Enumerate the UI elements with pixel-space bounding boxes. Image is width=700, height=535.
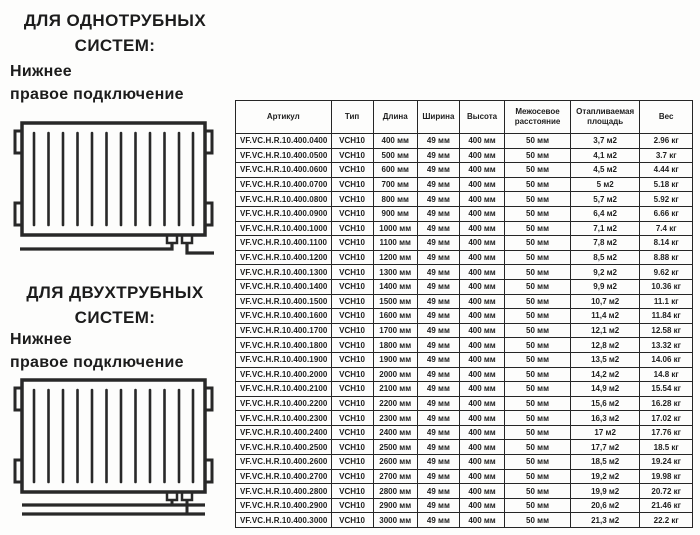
cell-type: VCH10 [331, 513, 373, 528]
cell-heated-area: 4,5 м2 [570, 163, 639, 178]
cell-article: VF.VC.H.R.10.400.0800 [236, 192, 332, 207]
cell-heated-area: 20,6 м2 [570, 498, 639, 513]
cell-heated-area: 4,1 м2 [570, 148, 639, 163]
table-row [236, 396, 693, 411]
column-header: Длина [373, 101, 417, 134]
cell-article: VF.VC.H.R.10.400.1400 [236, 279, 332, 294]
cell-axle-spacing: 50 мм [505, 192, 571, 207]
cell-axle-spacing: 50 мм [505, 484, 571, 499]
column-header: Тип [331, 101, 373, 134]
cell-weight: 2.96 кг [640, 134, 693, 149]
cell-article: VF.VC.H.R.10.400.2100 [236, 382, 332, 397]
spec-table [235, 100, 693, 528]
cell-heated-area: 17 м2 [570, 425, 639, 440]
cell-width: 49 мм [417, 148, 459, 163]
cell-weight: 12.58 кг [640, 323, 693, 338]
cell-weight: 22.2 кг [640, 513, 693, 528]
left-panel [0, 0, 232, 535]
cell-type: VCH10 [331, 192, 373, 207]
cell-axle-spacing: 50 мм [505, 411, 571, 426]
cell-height: 400 мм [459, 265, 504, 280]
cell-article: VF.VC.H.R.10.400.3000 [236, 513, 332, 528]
cell-article: VF.VC.H.R.10.400.0700 [236, 177, 332, 192]
cell-width: 49 мм [417, 440, 459, 455]
cell-weight: 15.54 кг [640, 382, 693, 397]
cell-height: 400 мм [459, 338, 504, 353]
cell-width: 49 мм [417, 134, 459, 149]
cell-type: VCH10 [331, 455, 373, 470]
table-row [236, 455, 693, 470]
table-row [236, 192, 693, 207]
cell-weight: 14.8 кг [640, 367, 693, 382]
cell-axle-spacing: 50 мм [505, 367, 571, 382]
cell-axle-spacing: 50 мм [505, 513, 571, 528]
cell-width: 49 мм [417, 411, 459, 426]
cell-heated-area: 17,7 м2 [570, 440, 639, 455]
cell-type: VCH10 [331, 148, 373, 163]
cell-type: VCH10 [331, 411, 373, 426]
table-row [236, 250, 693, 265]
cell-height: 400 мм [459, 309, 504, 324]
table-row [236, 265, 693, 280]
cell-weight: 14.06 кг [640, 352, 693, 367]
single-pipe-section-title: ДЛЯ ОДНОТРУБНЫХ СИСТЕМ: [23, 11, 207, 55]
cell-height: 400 мм [459, 221, 504, 236]
cell-article: VF.VC.H.R.10.400.2700 [236, 469, 332, 484]
column-header: Вес [640, 101, 693, 134]
cell-length: 1200 мм [373, 250, 417, 265]
cell-type: VCH10 [331, 177, 373, 192]
cell-height: 400 мм [459, 250, 504, 265]
cell-length: 2000 мм [373, 367, 417, 382]
cell-type: VCH10 [331, 250, 373, 265]
column-header: Межосевое расстояние [505, 101, 571, 134]
cell-article: VF.VC.H.R.10.400.2200 [236, 396, 332, 411]
cell-article: VF.VC.H.R.10.400.2600 [236, 455, 332, 470]
cell-weight: 8.88 кг [640, 250, 693, 265]
cell-type: VCH10 [331, 469, 373, 484]
cell-type: VCH10 [331, 206, 373, 221]
cell-width: 49 мм [417, 294, 459, 309]
cell-axle-spacing: 50 мм [505, 382, 571, 397]
cell-heated-area: 9,2 м2 [570, 265, 639, 280]
table-row [236, 236, 693, 251]
cell-height: 400 мм [459, 279, 504, 294]
cell-length: 2800 мм [373, 484, 417, 499]
cell-type: VCH10 [331, 338, 373, 353]
cell-length: 3000 мм [373, 513, 417, 528]
cell-heated-area: 7,1 м2 [570, 221, 639, 236]
table-row [236, 440, 693, 455]
cell-length: 900 мм [373, 206, 417, 221]
cell-length: 600 мм [373, 163, 417, 178]
cell-width: 49 мм [417, 192, 459, 207]
cell-height: 400 мм [459, 396, 504, 411]
cell-heated-area: 21,3 м2 [570, 513, 639, 528]
cell-weight: 4.44 кг [640, 163, 693, 178]
cell-width: 49 мм [417, 177, 459, 192]
cell-type: VCH10 [331, 236, 373, 251]
cell-heated-area: 3,7 м2 [570, 134, 639, 149]
cell-weight: 16.28 кг [640, 396, 693, 411]
cell-height: 400 мм [459, 148, 504, 163]
cell-axle-spacing: 50 мм [505, 498, 571, 513]
cell-axle-spacing: 50 мм [505, 177, 571, 192]
cell-weight: 13.32 кг [640, 338, 693, 353]
table-row [236, 513, 693, 528]
cell-axle-spacing: 50 мм [505, 148, 571, 163]
cell-heated-area: 12,8 м2 [570, 338, 639, 353]
cell-article: VF.VC.H.R.10.400.2000 [236, 367, 332, 382]
cell-type: VCH10 [331, 163, 373, 178]
cell-article: VF.VC.H.R.10.400.2300 [236, 411, 332, 426]
spec-table-container [235, 100, 693, 528]
cell-height: 400 мм [459, 513, 504, 528]
cell-weight: 17.02 кг [640, 411, 693, 426]
cell-weight: 5.92 кг [640, 192, 693, 207]
cell-length: 800 мм [373, 192, 417, 207]
cell-axle-spacing: 50 мм [505, 206, 571, 221]
cell-weight: 19.24 кг [640, 455, 693, 470]
table-row [236, 498, 693, 513]
cell-height: 400 мм [459, 455, 504, 470]
cell-width: 49 мм [417, 396, 459, 411]
cell-length: 2900 мм [373, 498, 417, 513]
cell-heated-area: 11,4 м2 [570, 309, 639, 324]
cell-length: 2500 мм [373, 440, 417, 455]
cell-height: 400 мм [459, 352, 504, 367]
cell-heated-area: 14,2 м2 [570, 367, 639, 382]
cell-type: VCH10 [331, 309, 373, 324]
cell-article: VF.VC.H.R.10.400.0900 [236, 206, 332, 221]
cell-axle-spacing: 50 мм [505, 265, 571, 280]
cell-weight: 8.14 кг [640, 236, 693, 251]
cell-type: VCH10 [331, 323, 373, 338]
table-row [236, 134, 693, 149]
cell-height: 400 мм [459, 294, 504, 309]
radiator-two-pipe-diagram-icon [0, 372, 230, 532]
connection-label-line2: правое подключение [10, 354, 184, 371]
spec-table-body [236, 134, 693, 528]
cell-axle-spacing: 50 мм [505, 338, 571, 353]
cell-article: VF.VC.H.R.10.400.2400 [236, 425, 332, 440]
table-row [236, 484, 693, 499]
cell-height: 400 мм [459, 382, 504, 397]
cell-type: VCH10 [331, 367, 373, 382]
cell-height: 400 мм [459, 440, 504, 455]
cell-article: VF.VC.H.R.10.400.1100 [236, 236, 332, 251]
cell-width: 49 мм [417, 323, 459, 338]
cell-height: 400 мм [459, 236, 504, 251]
cell-length: 2200 мм [373, 396, 417, 411]
cell-type: VCH10 [331, 425, 373, 440]
cell-axle-spacing: 50 мм [505, 425, 571, 440]
cell-heated-area: 6,4 м2 [570, 206, 639, 221]
cell-width: 49 мм [417, 279, 459, 294]
single-pipe-connection-label [10, 60, 225, 106]
cell-axle-spacing: 50 мм [505, 352, 571, 367]
cell-length: 1700 мм [373, 323, 417, 338]
cell-width: 49 мм [417, 484, 459, 499]
table-row [236, 352, 693, 367]
cell-width: 49 мм [417, 206, 459, 221]
cell-article: VF.VC.H.R.10.400.0400 [236, 134, 332, 149]
table-row [236, 206, 693, 221]
cell-heated-area: 16,3 м2 [570, 411, 639, 426]
cell-length: 2400 мм [373, 425, 417, 440]
cell-article: VF.VC.H.R.10.400.2800 [236, 484, 332, 499]
cell-article: VF.VC.H.R.10.400.1000 [236, 221, 332, 236]
cell-height: 400 мм [459, 163, 504, 178]
connection-label-line1: Нижнее [10, 331, 72, 348]
cell-axle-spacing: 50 мм [505, 221, 571, 236]
cell-width: 49 мм [417, 513, 459, 528]
cell-axle-spacing: 50 мм [505, 323, 571, 338]
cell-length: 2300 мм [373, 411, 417, 426]
cell-length: 500 мм [373, 148, 417, 163]
cell-article: VF.VC.H.R.10.400.1700 [236, 323, 332, 338]
cell-type: VCH10 [331, 221, 373, 236]
cell-article: VF.VC.H.R.10.400.1200 [236, 250, 332, 265]
two-pipe-connection-label [10, 328, 225, 374]
cell-length: 1400 мм [373, 279, 417, 294]
table-row [236, 338, 693, 353]
cell-weight: 20.72 кг [640, 484, 693, 499]
cell-width: 49 мм [417, 250, 459, 265]
cell-heated-area: 18,5 м2 [570, 455, 639, 470]
cell-axle-spacing: 50 мм [505, 250, 571, 265]
cell-axle-spacing: 50 мм [505, 396, 571, 411]
cell-type: VCH10 [331, 396, 373, 411]
cell-height: 400 мм [459, 498, 504, 513]
cell-heated-area: 15,6 м2 [570, 396, 639, 411]
cell-length: 400 мм [373, 134, 417, 149]
radiator-single-pipe-diagram-icon [0, 110, 230, 260]
cell-height: 400 мм [459, 484, 504, 499]
cell-type: VCH10 [331, 382, 373, 397]
cell-heated-area: 7,8 м2 [570, 236, 639, 251]
cell-type: VCH10 [331, 294, 373, 309]
cell-length: 2100 мм [373, 382, 417, 397]
cell-axle-spacing: 50 мм [505, 163, 571, 178]
table-row [236, 177, 693, 192]
cell-axle-spacing: 50 мм [505, 455, 571, 470]
cell-axle-spacing: 50 мм [505, 309, 571, 324]
cell-length: 1000 мм [373, 221, 417, 236]
cell-axle-spacing: 50 мм [505, 236, 571, 251]
cell-heated-area: 13,5 м2 [570, 352, 639, 367]
column-header: Высота [459, 101, 504, 134]
two-pipe-section-title: ДЛЯ ДВУХТРУБНЫХ СИСТЕМ: [26, 283, 204, 327]
cell-heated-area: 8,5 м2 [570, 250, 639, 265]
cell-width: 49 мм [417, 469, 459, 484]
cell-height: 400 мм [459, 411, 504, 426]
table-row [236, 411, 693, 426]
cell-length: 1600 мм [373, 309, 417, 324]
cell-width: 49 мм [417, 455, 459, 470]
cell-height: 400 мм [459, 177, 504, 192]
cell-height: 400 мм [459, 469, 504, 484]
table-row [236, 367, 693, 382]
table-row [236, 221, 693, 236]
cell-heated-area: 5,7 м2 [570, 192, 639, 207]
cell-article: VF.VC.H.R.10.400.1800 [236, 338, 332, 353]
cell-heated-area: 19,9 м2 [570, 484, 639, 499]
cell-length: 2600 мм [373, 455, 417, 470]
cell-heated-area: 12,1 м2 [570, 323, 639, 338]
column-header: Артикул [236, 101, 332, 134]
cell-width: 49 мм [417, 221, 459, 236]
cell-heated-area: 14,9 м2 [570, 382, 639, 397]
cell-length: 1800 мм [373, 338, 417, 353]
cell-heated-area: 19,2 м2 [570, 469, 639, 484]
cell-width: 49 мм [417, 498, 459, 513]
cell-type: VCH10 [331, 440, 373, 455]
cell-width: 49 мм [417, 425, 459, 440]
spec-table-header-row [236, 101, 693, 134]
cell-length: 2700 мм [373, 469, 417, 484]
table-row [236, 469, 693, 484]
cell-weight: 21.46 кг [640, 498, 693, 513]
cell-width: 49 мм [417, 163, 459, 178]
table-row [236, 163, 693, 178]
cell-width: 49 мм [417, 309, 459, 324]
cell-length: 700 мм [373, 177, 417, 192]
cell-weight: 18.5 кг [640, 440, 693, 455]
cell-width: 49 мм [417, 265, 459, 280]
cell-article: VF.VC.H.R.10.400.2900 [236, 498, 332, 513]
column-header: Ширина [417, 101, 459, 134]
cell-height: 400 мм [459, 323, 504, 338]
cell-type: VCH10 [331, 134, 373, 149]
cell-heated-area: 5 м2 [570, 177, 639, 192]
cell-type: VCH10 [331, 498, 373, 513]
cell-weight: 17.76 кг [640, 425, 693, 440]
cell-height: 400 мм [459, 192, 504, 207]
cell-type: VCH10 [331, 265, 373, 280]
cell-article: VF.VC.H.R.10.400.1300 [236, 265, 332, 280]
table-row [236, 279, 693, 294]
cell-heated-area: 9,9 м2 [570, 279, 639, 294]
cell-article: VF.VC.H.R.10.400.1900 [236, 352, 332, 367]
table-row [236, 148, 693, 163]
table-row [236, 382, 693, 397]
table-row [236, 294, 693, 309]
cell-type: VCH10 [331, 484, 373, 499]
cell-weight: 3.7 кг [640, 148, 693, 163]
cell-width: 49 мм [417, 236, 459, 251]
connection-label-line2: правое подключение [10, 86, 184, 103]
cell-length: 1900 мм [373, 352, 417, 367]
cell-weight: 9.62 кг [640, 265, 693, 280]
cell-width: 49 мм [417, 382, 459, 397]
cell-axle-spacing: 50 мм [505, 469, 571, 484]
cell-axle-spacing: 50 мм [505, 134, 571, 149]
cell-weight: 5.18 кг [640, 177, 693, 192]
cell-width: 49 мм [417, 338, 459, 353]
cell-axle-spacing: 50 мм [505, 440, 571, 455]
cell-weight: 11.1 кг [640, 294, 693, 309]
connection-label-line1: Нижнее [10, 63, 72, 80]
table-row [236, 309, 693, 324]
cell-width: 49 мм [417, 367, 459, 382]
column-header: Отапливаемая площадь [570, 101, 639, 134]
cell-weight: 11.84 кг [640, 309, 693, 324]
cell-height: 400 мм [459, 425, 504, 440]
cell-height: 400 мм [459, 134, 504, 149]
cell-length: 1500 мм [373, 294, 417, 309]
cell-axle-spacing: 50 мм [505, 279, 571, 294]
table-row [236, 425, 693, 440]
cell-weight: 7.4 кг [640, 221, 693, 236]
cell-heated-area: 10,7 м2 [570, 294, 639, 309]
cell-article: VF.VC.H.R.10.400.0500 [236, 148, 332, 163]
cell-article: VF.VC.H.R.10.400.0600 [236, 163, 332, 178]
cell-weight: 19.98 кг [640, 469, 693, 484]
cell-axle-spacing: 50 мм [505, 294, 571, 309]
cell-length: 1100 мм [373, 236, 417, 251]
cell-article: VF.VC.H.R.10.400.1600 [236, 309, 332, 324]
cell-width: 49 мм [417, 352, 459, 367]
table-row [236, 323, 693, 338]
cell-article: VF.VC.H.R.10.400.1500 [236, 294, 332, 309]
cell-type: VCH10 [331, 352, 373, 367]
cell-weight: 10.36 кг [640, 279, 693, 294]
cell-type: VCH10 [331, 279, 373, 294]
cell-height: 400 мм [459, 367, 504, 382]
cell-height: 400 мм [459, 206, 504, 221]
cell-length: 1300 мм [373, 265, 417, 280]
cell-weight: 6.66 кг [640, 206, 693, 221]
cell-article: VF.VC.H.R.10.400.2500 [236, 440, 332, 455]
